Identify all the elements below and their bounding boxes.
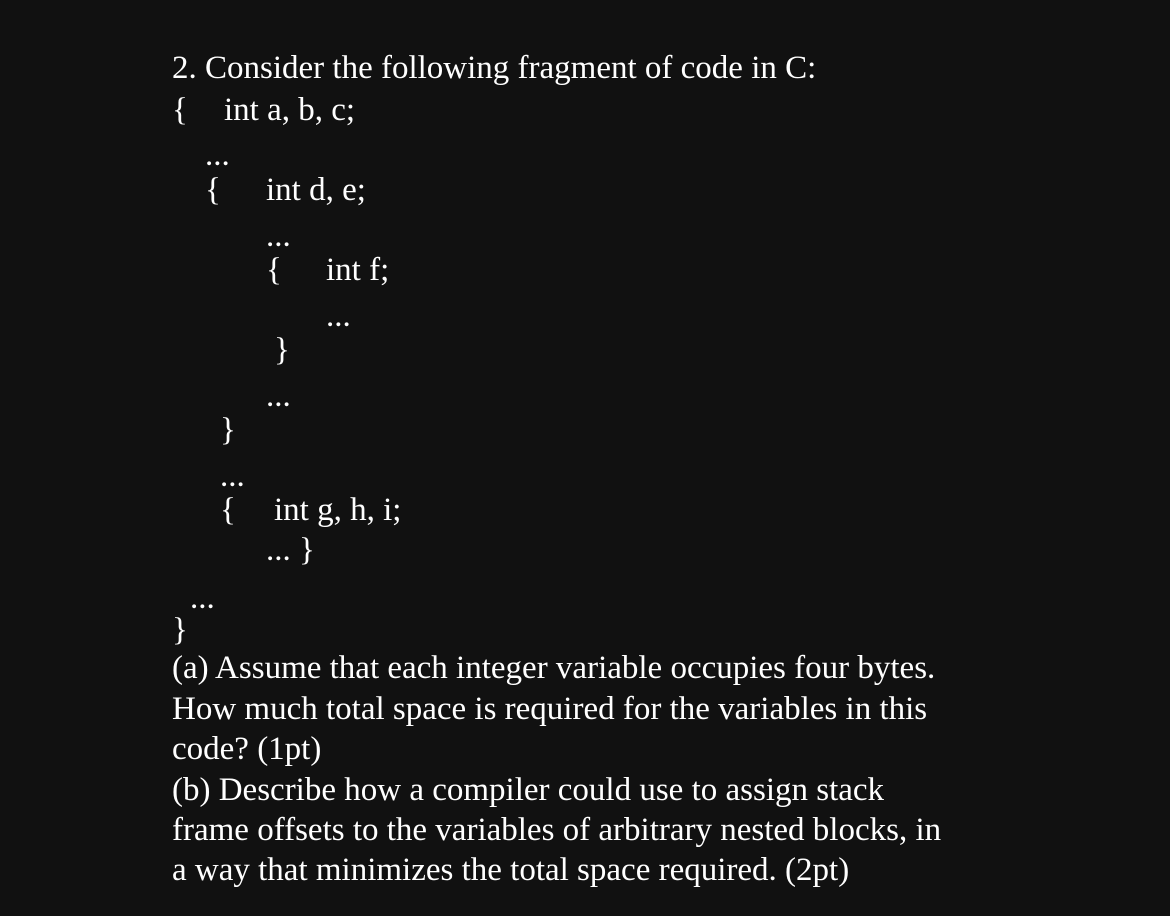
- block1-close-brace: }: [220, 412, 236, 448]
- part-b-line-1: (b) Describe how a compiler could use to assign stack: [172, 772, 885, 808]
- ellipsis: ...: [266, 378, 291, 414]
- question-heading: 2. Consider the following fragment of code in C:: [172, 50, 817, 86]
- block2-close-brace: }: [274, 332, 290, 368]
- ellipsis: ...: [220, 458, 245, 494]
- block3-open-brace: {: [220, 492, 236, 528]
- part-b-line-3: a way that minimizes the total space required. (2pt): [172, 852, 850, 888]
- block2-declaration: int f;: [326, 252, 390, 288]
- ellipsis: ...: [190, 580, 215, 616]
- block1-open-brace: {: [205, 172, 221, 208]
- block2-open-brace: {: [266, 252, 282, 288]
- outer-declaration: int a, b, c;: [224, 92, 356, 128]
- block3-tail: ... }: [266, 532, 315, 568]
- ellipsis: ...: [205, 137, 230, 173]
- ellipsis: ...: [326, 298, 351, 334]
- part-b-line-2: frame offsets to the variables of arbitrary nested blocks, in: [172, 812, 942, 848]
- part-a-line-1: (a) Assume that each integer variable occupies four bytes.: [172, 650, 936, 686]
- outer-open-brace: {: [172, 92, 188, 128]
- block1-declaration: int d, e;: [266, 172, 366, 208]
- block3-declaration: int g, h, i;: [274, 492, 402, 528]
- outer-close-brace: }: [172, 612, 188, 648]
- part-a-line-2: How much total space is required for the variables in this: [172, 691, 928, 727]
- part-a-line-3: code? (1pt): [172, 731, 322, 767]
- ellipsis: ...: [266, 218, 291, 254]
